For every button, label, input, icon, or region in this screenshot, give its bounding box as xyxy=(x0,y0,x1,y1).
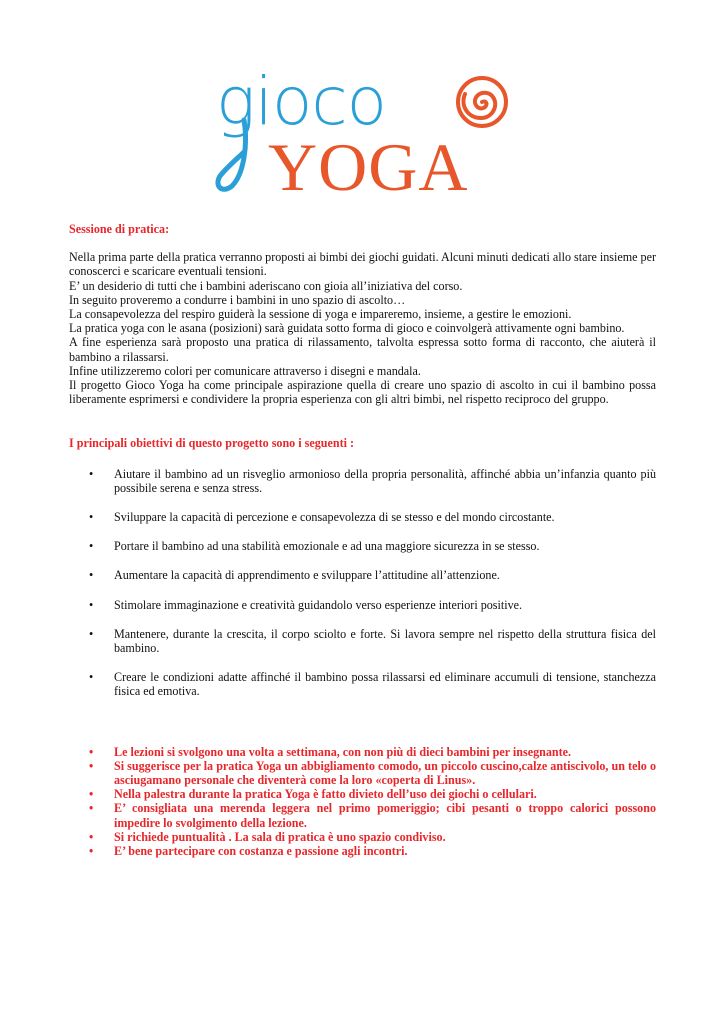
bullet-icon: • xyxy=(89,670,94,685)
bullet-icon: • xyxy=(89,466,94,481)
session-paragraph: Infine utilizzeremo colori per comunicare attraverso i disegni e mandala. xyxy=(69,363,421,378)
bullet-icon: • xyxy=(89,787,94,802)
bullet-icon: • xyxy=(89,758,94,773)
objective-item: • Sviluppare la capacità di percezione e consapevolezza di se stesso e del mondo circostante. xyxy=(89,510,555,525)
objective-item: • Aiutare il bambino ad un risveglio armonioso della propria personalità, affinché abbia un’infanzia quanto più possibile serena e senza stress. xyxy=(89,466,656,495)
note-item: • Nella palestra durante la pratica Yoga è fatto divieto dell’uso dei giochi o cellulari. xyxy=(89,787,537,802)
bullet-icon: • xyxy=(89,568,94,583)
session-paragraph: La pratica yoga con le asana (posizioni) sarà guidata sotto forma di gioco e coinvolgerà attivamente ogni bambino. xyxy=(69,321,625,336)
bullet-icon: • xyxy=(89,626,94,641)
objectives-list xyxy=(69,467,656,699)
note-item: • E’ bene partecipare con costanza e passione agli incontri. xyxy=(89,844,408,859)
session-paragraph: In seguito proveremo a condurre i bambini in uno spazio di ascolto… xyxy=(69,292,406,307)
document-body xyxy=(69,222,656,858)
session-paragraph: La consapevolezza del respiro guiderà la sessione di yoga e impareremo, insieme, a gestire le emozioni. xyxy=(69,307,572,322)
objective-item: • Portare il bambino ad una stabilità emozionale e ad una maggiore sicurezza in se stesso. xyxy=(89,539,540,554)
gioco-yoga-logo xyxy=(214,74,510,196)
session-paragraph: E’ un desiderio di tutti che i bambini aderiscano con gioia all’iniziativa del corso. xyxy=(69,278,463,293)
bullet-icon: • xyxy=(89,597,94,612)
objectives-title: I principali obiettivi di questo progetto sono i seguenti : xyxy=(69,436,355,451)
session-paragraph: Il progetto Gioco Yoga ha come principale aspirazione quella di creare uno spazio di ascolto in cui il bambino possa liberamente esprimersi e condividere la propria esperienza con gli altri bimbi, nel rispetto reciproco del gruppo. xyxy=(69,378,656,407)
bullet-icon: • xyxy=(89,829,94,844)
session-title: Sessione di pratica: xyxy=(69,222,170,236)
session-paragraph: A fine esperienza sarà proposto una pratica di rilassamento, talvolta espressa sotto forma di racconto, che aiuterà il bambino a rilassarsi. xyxy=(69,335,656,364)
objective-item: • Creare le condizioni adatte affinché il bambino possa rilassarsi ed eliminare accumuli di tensione, stanchezza fisica ed emotiva. xyxy=(89,670,656,699)
bullet-icon: • xyxy=(89,844,94,859)
bullet-icon: • xyxy=(89,510,94,525)
note-item: • Si richiede puntualità . La sala di pratica è uno spazio condiviso. xyxy=(89,829,446,844)
logo-yoga-text: YOGA xyxy=(268,129,469,196)
spiral-icon xyxy=(458,78,506,126)
objective-item: • Stimolare immaginazione e creatività guidandolo verso esperienze interiori positive. xyxy=(89,597,523,612)
note-item: • E’ consigliata una merenda leggera nel primo pomeriggio; cibi pesanti o troppo calorici possono impedire lo svolgimento della lezione. xyxy=(89,801,656,830)
logo-gioco-text: gioco xyxy=(216,74,386,140)
note-item: • Si suggerisce per la pratica Yoga un abbigliamento comodo, un piccolo cuscino,calze antiscivolo, un telo o asciugamano personale che diventerà come la loro «coperta di Linus». xyxy=(89,758,656,788)
note-item: • Le lezioni si svolgono una volta a settimana, con non più di dieci bambini per insegnante. xyxy=(89,744,572,759)
notes-list xyxy=(69,745,656,859)
bullet-icon: • xyxy=(89,744,94,759)
objective-item: • Mantenere, durante la crescita, il corpo sciolto e forte. Si lavora sempre nel rispetto della struttura fisica del bambino. xyxy=(89,626,656,656)
bullet-icon: • xyxy=(89,539,94,554)
session-paragraph: Nella prima parte della pratica verranno proposti ai bimbi dei giochi guidati. Alcuni minuti dedicati allo stare insieme per conoscerci e scaricare eventuali tensioni. xyxy=(69,250,656,279)
session-description xyxy=(69,250,656,406)
objective-item: • Aumentare la capacità di apprendimento e sviluppare l’attitudine all’attenzione. xyxy=(89,568,500,583)
bullet-icon: • xyxy=(89,801,94,816)
